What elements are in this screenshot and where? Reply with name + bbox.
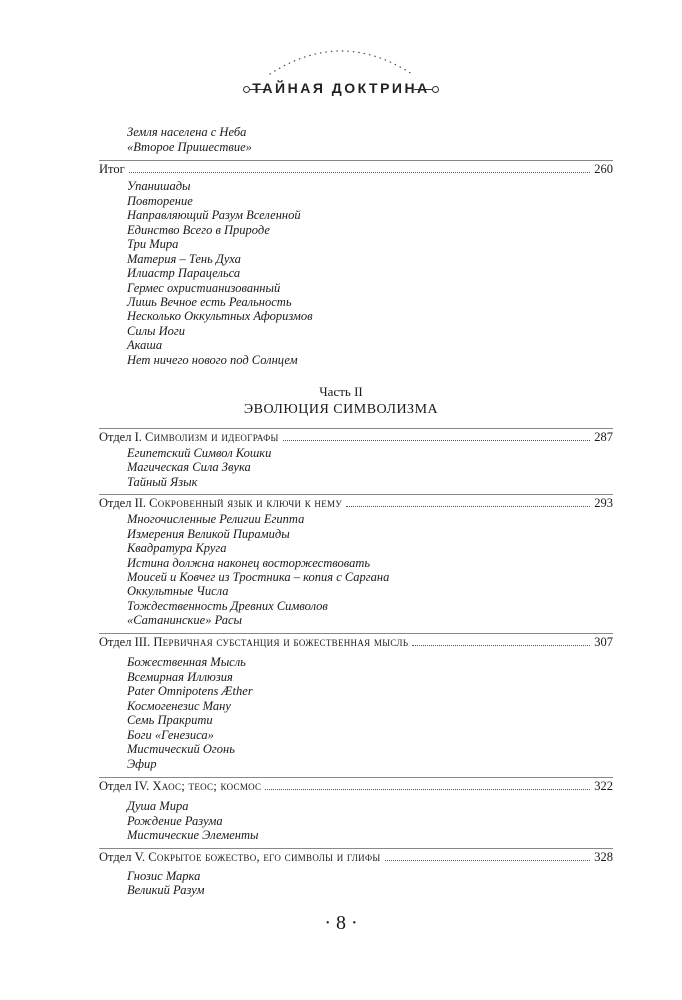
list-item: Упанишады [127, 179, 191, 193]
list-item: Три Мира [127, 237, 179, 251]
section-prefix: Отдел II. [99, 496, 147, 510]
part-title: ЭВОЛЮЦИЯ СИМВОЛИЗМА [243, 402, 439, 417]
leader-dots [265, 788, 590, 790]
list-item: Мистические Элементы [127, 828, 259, 842]
section-prefix: Отдел III. [99, 635, 151, 649]
list-item: Илиастр Парацельса [127, 266, 241, 280]
leader-dots [283, 439, 591, 441]
list-item: Оккультные Числа [127, 584, 229, 598]
list-item: Тайный Язык [127, 475, 198, 489]
list-item: Боги «Генезиса» [127, 728, 214, 742]
section-title: Хаос; теос; космос [152, 779, 262, 793]
toc-entry-section-1[interactable] [99, 429, 613, 445]
list-item: Квадратура Круга [127, 541, 227, 555]
section-title: Сокровенный язык и ключи к нему [149, 496, 342, 510]
list-item: Направляющий Разум Вселенной [127, 208, 301, 222]
leader-dots [385, 859, 591, 861]
list-item: Рождение Разума [127, 814, 223, 828]
list-item: Pater Omnipotens Æther [127, 684, 253, 698]
leader-dots [412, 644, 590, 646]
list-item: Гнозис Марка [127, 869, 201, 883]
section-title: Символизм и идеографы [145, 430, 279, 444]
page-number: 307 [594, 635, 613, 649]
page-folio: · 8 · [324, 912, 358, 934]
list-item: Космогенезис Ману [127, 699, 231, 713]
leader-dots [346, 505, 590, 507]
page-number: 287 [594, 430, 613, 444]
page-number: 260 [594, 162, 613, 176]
toc-entry-section-3[interactable] [99, 634, 613, 650]
list-item: Гермес охристианизованный [127, 281, 281, 295]
toc-entry-label: Итог [99, 162, 125, 176]
list-item: «Сатанинские» Расы [127, 613, 242, 627]
page-number: 328 [594, 850, 613, 864]
list-item: Душа Мира [127, 799, 189, 813]
toc-entry-section-2[interactable] [99, 495, 613, 511]
header-dotted-arc [0, 36, 682, 76]
list-item: Всемирная Иллюзия [127, 670, 233, 684]
page-number: 322 [594, 779, 613, 793]
section-title: Первичная субстанция и божественная мысль [153, 635, 409, 649]
list-item: Единство Всего в Природе [127, 223, 270, 237]
list-item: Измерения Великой Пирамиды [127, 527, 290, 541]
section-title: Сокрытое божество, его символы и глифы [148, 850, 381, 864]
toc-entry-itog[interactable] [99, 161, 613, 177]
header-title: ТАЙНАЯ ДОКТРИНА [252, 80, 430, 96]
leader-dots [129, 171, 591, 173]
list-item: Несколько Оккультных Афоризмов [127, 309, 313, 323]
list-item: Материя – Тень Духа [127, 252, 241, 266]
list-item: Великий Разум [127, 883, 205, 897]
toc-entry-section-4[interactable] [99, 778, 613, 794]
part-label: Часть II [319, 384, 363, 399]
list-item: Мистический Огонь [127, 742, 235, 756]
list-item: Египетский Символ Кошки [127, 446, 272, 460]
list-item: Эфир [127, 757, 157, 771]
list-item: Магическая Сила Звука [127, 460, 251, 474]
section-prefix: Отдел V. [99, 850, 146, 864]
list-item: Истина должна наконец восторжествовать [127, 556, 371, 570]
list-item: Тождественность Древних Символов [127, 599, 328, 613]
list-item: Моисей и Ковчег из Тростника – копия с Саргана [127, 570, 390, 584]
list-item: Нет ничего нового под Солнцем [127, 353, 298, 367]
page-number: 293 [594, 496, 613, 510]
toc-entry-section-5[interactable] [99, 849, 613, 865]
list-item: Повторение [127, 194, 193, 208]
section-prefix: Отдел IV. [99, 779, 150, 793]
list-item: Божественная Мысль [127, 655, 246, 669]
running-header [0, 36, 682, 116]
list-item: Акаша [127, 338, 163, 352]
list-item: Лишь Вечное есть Реальность [127, 295, 292, 309]
list-item: Земля населена с Неба [127, 125, 247, 139]
section-prefix: Отдел I. [99, 430, 142, 444]
list-item: Семь Пракрити [127, 713, 213, 727]
list-item: Силы Иоги [127, 324, 186, 338]
list-item: «Второе Пришествие» [127, 140, 252, 154]
list-item: Многочисленные Религии Египта [127, 512, 305, 526]
